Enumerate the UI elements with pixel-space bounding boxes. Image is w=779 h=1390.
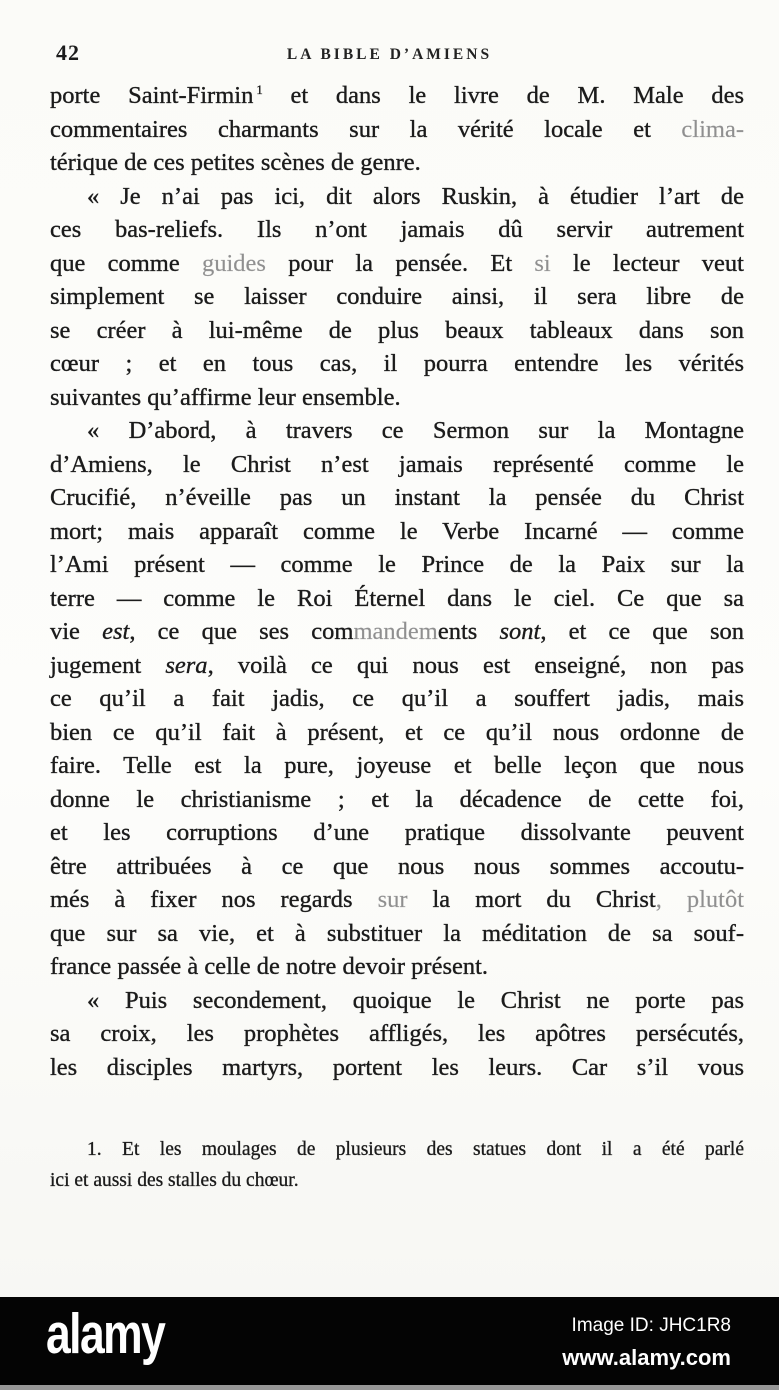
text-line: d’Amiens, le Christ n’est jamais représenté comme le xyxy=(50,450,744,478)
text-line: les disciples martyrs, portent les leurs. Car s’il vous xyxy=(50,1053,744,1081)
footnote xyxy=(50,1134,744,1196)
paragraph xyxy=(50,984,744,1085)
watermark-text-block xyxy=(562,1315,731,1371)
alamy-url: www.alamy.com xyxy=(562,1345,731,1370)
text-line: Crucifié, n’éveille pas un instant la pensée du Christ xyxy=(50,484,744,512)
text-line: porte Saint-Firmin $^1$ et dans le livre de M. Male des xyxy=(50,82,744,110)
text-line: simplement se laisser conduire ainsi, il sera libre de xyxy=(50,283,744,311)
text-line: l’Ami présent — comme le Prince de la Paix sur la xyxy=(50,551,744,579)
text-line: se créer à lui-même de plus beaux tableaux dans son xyxy=(50,316,744,344)
text-line: suivantes qu’affirme leur ensemble. xyxy=(50,383,401,411)
image-id-label: Image ID: JHC1R8 xyxy=(571,1315,731,1336)
text-line: mort; mais apparaît comme le Verbe Incarné — comme xyxy=(50,517,744,545)
text-line: térique de ces petites scènes de genre. xyxy=(50,149,421,177)
page-body xyxy=(50,74,744,1084)
text-line: jugement sera, voilà ce qui nous est enseigné, non pas xyxy=(50,651,744,679)
text-line: ces bas-reliefs. Ils n’ont jamais dû servir autrement xyxy=(50,216,744,244)
running-title: LA BIBLE D’AMIENS xyxy=(286,46,493,63)
text-line: donne le christianisme ; et la décadence de cette foi, xyxy=(50,785,744,813)
text-line: « Je n’ai pas ici, dit alors Ruskin, à étudier l’art de xyxy=(87,182,744,210)
paragraph xyxy=(50,74,744,180)
text-line: ce qu’il a fait jadis, ce qu’il a souffert jadis, mais xyxy=(50,685,744,713)
text-line: que comme guides pour la pensée. Et si le lecteur veut xyxy=(50,249,744,277)
text-line: ici et aussi des stalles du chœur. xyxy=(50,1170,299,1191)
paragraph xyxy=(50,180,744,415)
text-line: bien ce qu’il fait à présent, et ce qu’il nous ordonne de xyxy=(50,718,744,746)
paragraph xyxy=(50,414,744,984)
text-line: cœur ; et en tous cas, il pourra entendre les vérités xyxy=(50,350,744,378)
text-line: et les corruptions d’une pratique dissolvante peuvent xyxy=(50,819,744,847)
text-line: « D’abord, à travers ce Sermon sur la Montagne xyxy=(87,417,744,445)
scan-edge-strip xyxy=(0,1385,779,1390)
text-line: « Puis secondement, quoique le Christ ne porte pas xyxy=(87,986,744,1014)
text-line: être attribuées à ce que nous nous sommes accoutu- xyxy=(50,852,744,880)
text-line: sa croix, les prophètes affligés, les apôtres persécutés, xyxy=(50,1020,744,1048)
page-number: 42 xyxy=(56,40,80,65)
text-line: terre — comme le Roi Éternel dans le ciel. Ce que sa xyxy=(50,584,744,612)
text-line: commentaires charmants sur la vérité locale et clima- xyxy=(50,115,744,143)
text-line: france passée à celle de notre devoir présent. xyxy=(50,953,489,981)
alamy-logo: alamy xyxy=(46,1302,165,1366)
text-line: 1. Et les moulages de plusieurs des statues dont il a été parlé xyxy=(87,1139,744,1160)
text-line: faire. Telle est la pure, joyeuse et belle leçon que nous xyxy=(50,752,744,780)
text-line: vie est, ce que ses commandements sont, et ce que son xyxy=(50,618,745,646)
text-line: més à fixer nos regards sur la mort du Christ, plutôt xyxy=(50,886,744,914)
text-line: que sur sa vie, et à substituer la méditation de sa souf- xyxy=(50,919,744,947)
